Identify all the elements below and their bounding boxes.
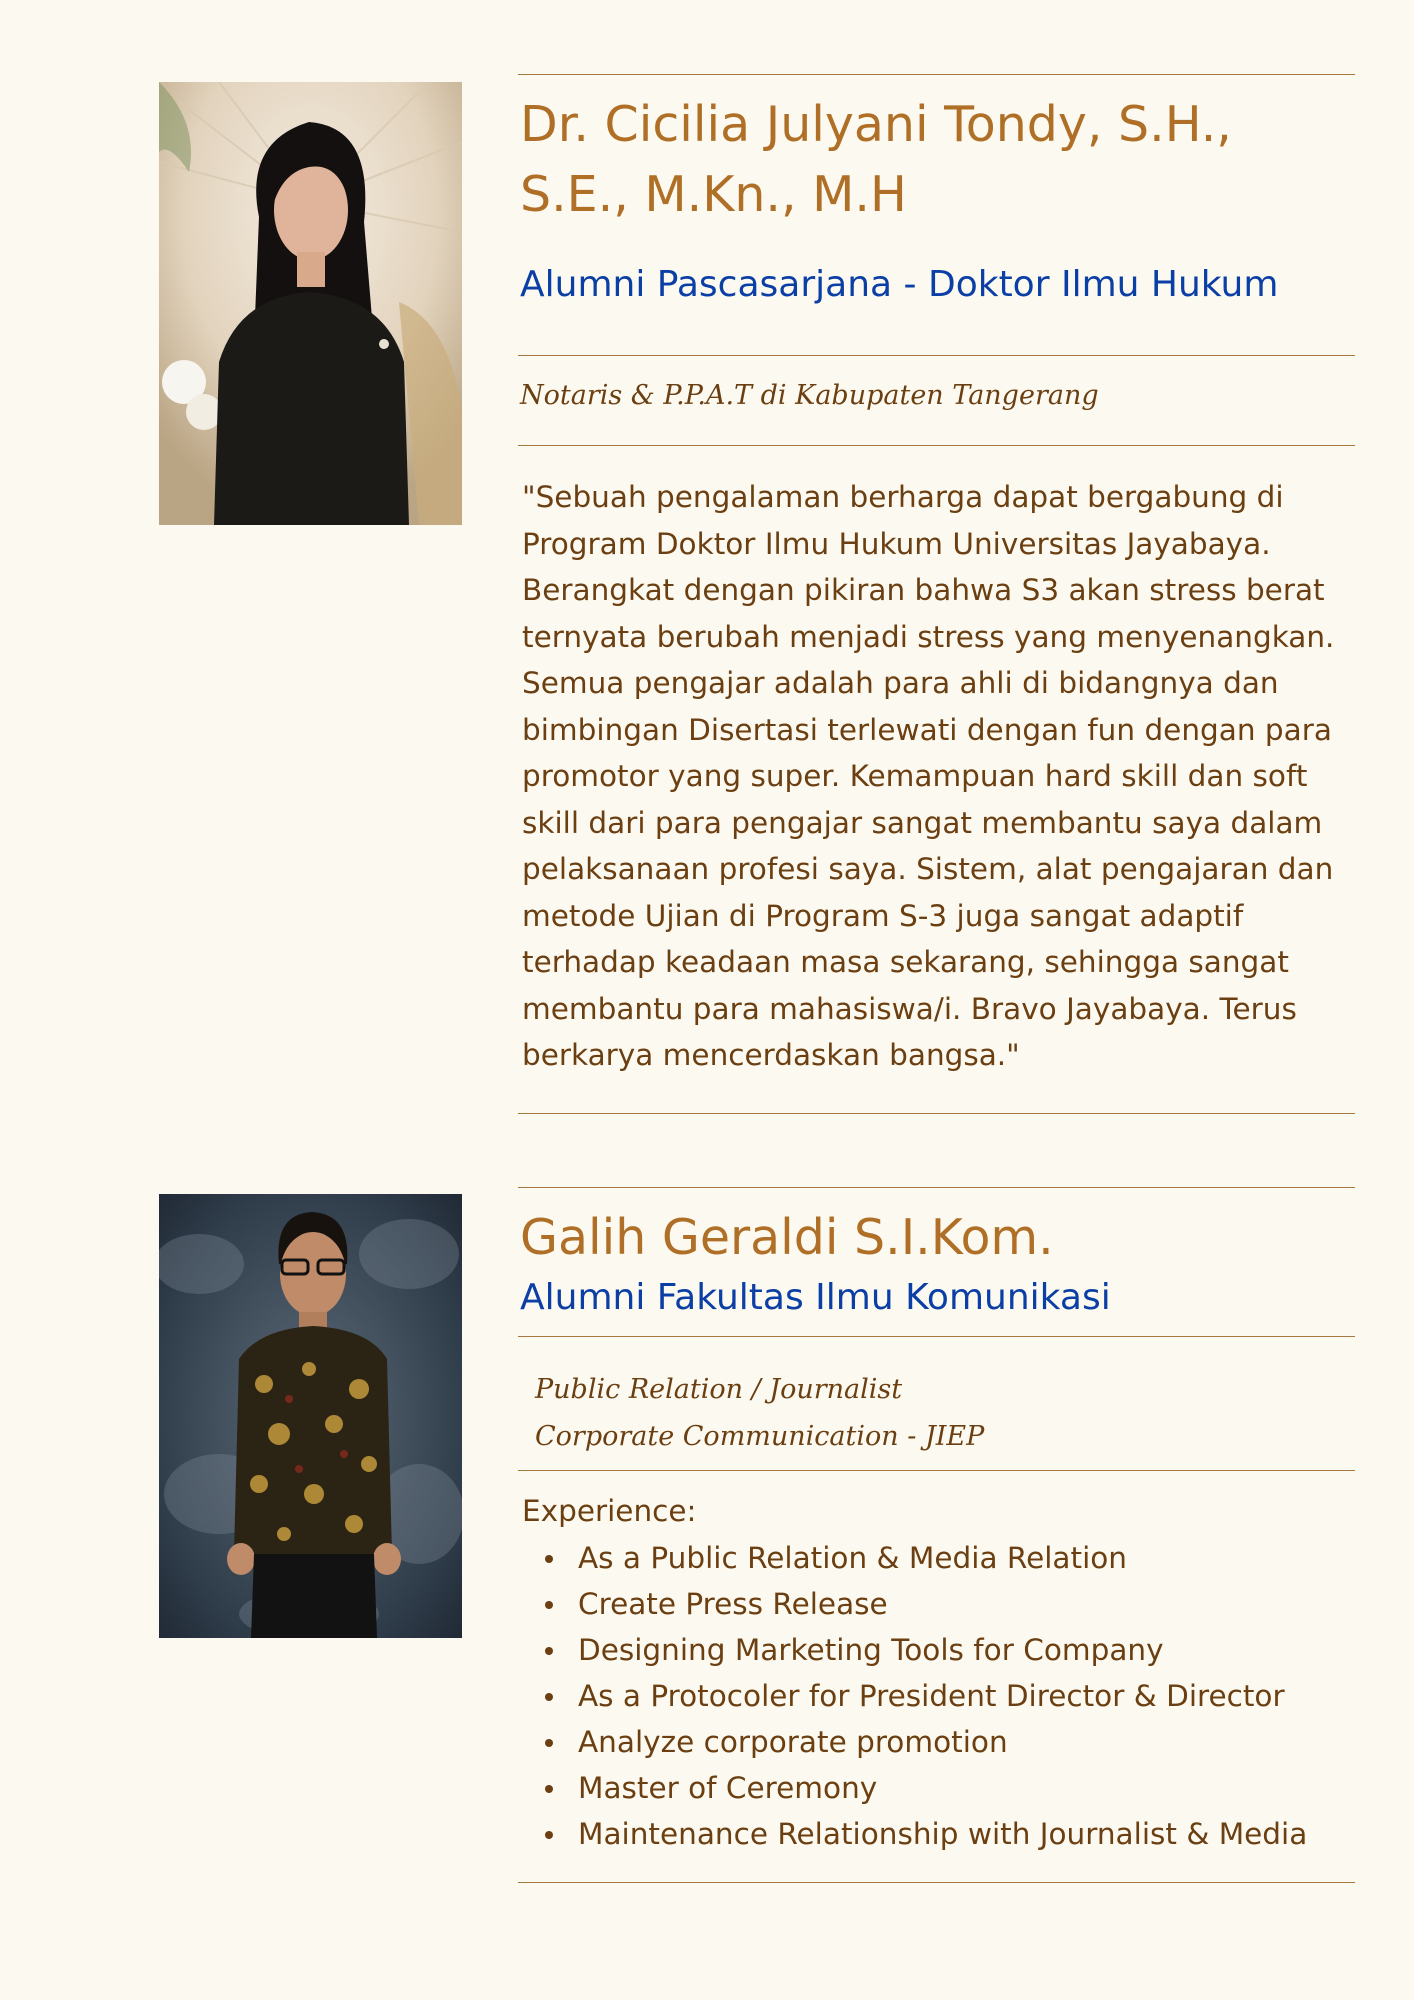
experience-item: Master of Ceremony xyxy=(545,1765,1307,1811)
alumni-name: Galih Geraldi S.I.Kom. xyxy=(520,1209,1054,1266)
alumni-role: Corporate Communication - JIEP xyxy=(535,1421,985,1452)
divider xyxy=(518,1470,1355,1471)
testimonial-text: "Sebuah pengalaman berharga dapat bergabung di Program Doktor Ilmu Hukum Universitas Jayabaya. Berangkat dengan pikiran bahwa S3 akan stress berat ternyata berubah menjadi stress yang menyenangkan. Semua pengajar adalah para ahli di bidangnya dan bimbingan Disertasi terlewati dengan fun dengan para promotor yang super. Kemampuan hard skill dan soft skill dari para pengajar sangat membantu saya dalam pelaksanaan profesi saya. Sistem, alat pengajaran dan metode Ujian di Program S-3 juga sangat adaptif terhadap keadaan masa sekarang, sehingga sangat membantu para mahasiswa/i. Bravo Jayabaya. Terus berkarya mencerdaskan bangsa." xyxy=(522,480,1335,1072)
divider xyxy=(518,1187,1355,1188)
divider xyxy=(518,355,1355,356)
divider xyxy=(518,1882,1355,1883)
divider xyxy=(518,1336,1355,1337)
experience-item: Maintenance Relationship with Journalist & Media xyxy=(545,1811,1307,1857)
experience-item: As a Public Relation & Media Relation xyxy=(545,1535,1307,1581)
alumni-role: Public Relation / Journalist xyxy=(535,1374,903,1405)
divider xyxy=(518,1113,1355,1114)
alumni-program: Alumni Fakultas Ilmu Komunikasi xyxy=(520,1277,1111,1318)
alumni-name xyxy=(520,90,1232,230)
alumni-role: Notaris & P.P.A.T di Kabupaten Tangerang xyxy=(520,380,1099,411)
experience-heading: Experience: xyxy=(522,1494,697,1528)
alumni-photo-2 xyxy=(159,1194,462,1638)
alumni-program: Alumni Pascasarjana - Doktor Ilmu Hukum xyxy=(520,264,1279,305)
experience-item: Create Press Release xyxy=(545,1581,1307,1627)
divider xyxy=(518,445,1355,446)
experience-item: Designing Marketing Tools for Company xyxy=(545,1627,1307,1673)
alumni-name-line-1: Dr. Cicilia Julyani Tondy, S.H., xyxy=(520,96,1232,153)
experience-item: Analyze corporate promotion xyxy=(545,1719,1307,1765)
experience-list xyxy=(545,1535,1307,1857)
alumni-photo-1 xyxy=(159,82,462,525)
experience-item: As a Protocoler for President Director & Director xyxy=(545,1673,1307,1719)
divider xyxy=(518,74,1355,75)
alumni-name-line-2: S.E., M.Kn., M.H xyxy=(520,166,907,223)
